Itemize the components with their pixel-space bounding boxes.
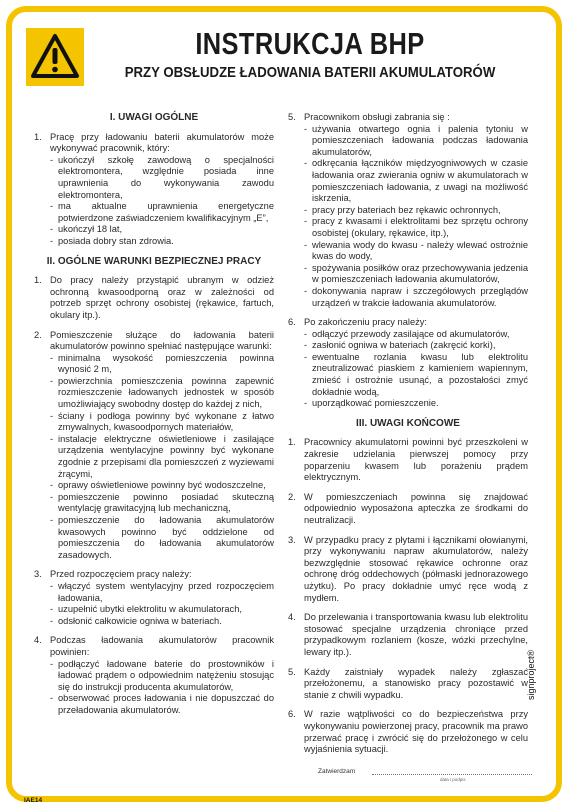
page-title: INSTRUKCJA BHP: [195, 26, 425, 61]
item-number: 2.: [288, 491, 296, 502]
item-body: [50, 569, 274, 627]
section-heading: III. UWAGI KOŃCOWE: [356, 417, 460, 429]
sub-item: - pomieszczenie do ładowania akumulatorów kwasowych powinno być oddzielone od pomieszczenia do ładowania akumulatorów zasadowych.: [50, 515, 274, 560]
item-number: 4.: [288, 612, 296, 623]
sub-item: - ściany i podłoga powinny być wykonane z łatwo zmywalnych, kwasoodpornych materiałów,: [50, 410, 274, 433]
item-text: W przypadku pracy z płytami i łącznikami ołowianymi, przy wykonywaniu napraw akumulatorów, należy bezwzględnie stosować rękawice ochronne oraz ochronę dróg oddechowych (półmaski jednorazowego użytku). Po pracy dokładnie umyć ręce wodą z mydłem.: [304, 534, 528, 603]
sub-item: - ukończył 18 lat,: [50, 224, 123, 235]
sub-item: - minimalna wysokość pomieszczenia powinna wynosić 2 m,: [50, 352, 274, 375]
page-subtitle: PRZY OBSŁUDZE ŁADOWANIA BATERII AKUMULATORÓW: [124, 64, 496, 81]
brand-logo: signproject®: [526, 649, 536, 700]
list-item: [34, 569, 274, 627]
item-number: 1.: [288, 437, 296, 448]
list-item: [34, 132, 274, 248]
item-body: [50, 330, 274, 562]
approval-label: Zatwierdzam: [318, 768, 356, 775]
item-body: [50, 635, 274, 716]
item-text: Przed rozpoczęciem pracy należy:: [50, 569, 192, 580]
item-text: Do pracy należy przystąpić ubranym w odzież ochronną kwasoodporną oraz w zależności od potrzeb sprzęt ochrony osobistej (rękawice, fartuch, okulary itp.).: [50, 275, 274, 320]
item-text: W razie wątpliwości co do bezpieczeństwa przy wykonywaniu powierzonej pracy, pracownik ma prawo przerwać pracę i zwrócić się do przełożonego w celu wyjaśnienia sytuacji.: [304, 709, 528, 755]
list-item: [34, 635, 274, 716]
item-body: [304, 317, 528, 410]
item-text: Po zakończeniu pracy należy:: [304, 317, 427, 328]
sub-item: - oprawy oświetleniowe powinny być wodoszczelne,: [50, 480, 266, 491]
item-number: 1.: [34, 275, 42, 286]
date-signature-label: data i podpis: [440, 777, 466, 782]
sub-item: - powierzchnia pomieszczenia powinna zapewnić rozmieszczenie ładowanych jednostek w sposób umożliwiający swobodny dostęp do każdej z nich,: [50, 375, 274, 410]
sub-item: - ewentualne rozlania kwasu lub elektrolitu zneutralizować piaskiem z kamieniem wapiennym, zmieść i ostrożnie usunąć, a pozostałości zmyć dokładnie wodą,: [304, 351, 528, 397]
column-right: [288, 112, 528, 764]
item-text: Pomieszczenie służące do ładowania baterii akumulatorów powinno spełniać następujące warunki:: [50, 329, 274, 352]
list-item: [34, 275, 274, 321]
sub-item: - uporządkować pomieszczenie.: [304, 398, 439, 409]
sub-item: - spożywania posiłków oraz przechowywania jedzenia w pomieszczeniach ładowania akumulatorów,: [304, 262, 529, 285]
item-body: [50, 275, 274, 321]
sub-item: - pomieszczenie powinno posiadać skuteczną wentylację grawitacyjną lub mechaniczną,: [50, 491, 274, 514]
item-number: 6.: [288, 317, 296, 328]
list-item: [288, 612, 528, 658]
product-code: IAE14: [24, 797, 43, 804]
sub-item: - uzupełnić ubytki elektrolitu w akumulatorach,: [50, 604, 242, 615]
sub-item: - pracy przy bateriach bez rękawic ochronnych,: [304, 204, 501, 215]
sub-item: - odsłonić całkowicie ogniwa w bateriach.: [50, 615, 222, 626]
list-item: [288, 535, 528, 605]
sub-item: - odłączyć przewody zasilające od akumulatorów,: [304, 328, 510, 339]
item-number: 1.: [34, 131, 42, 142]
item-number: 5.: [288, 112, 296, 122]
item-text: Pracę przy ładowaniu baterii akumulatorów może wykonywać pracownik, który:: [50, 131, 274, 154]
sub-item: - używania otwartego ognia i palenia tytoniu w pomieszczeniach ładowania podczas ładowania akumulatorów,: [304, 123, 528, 157]
list-item: [288, 709, 528, 755]
list-item: [288, 317, 528, 410]
item-number: 4.: [34, 635, 42, 646]
sub-item: - włączyć system wentylacyjny przed rozpoczęciem ładowania,: [50, 580, 274, 603]
sub-item: - ma aktualne uprawnienia energetyczne potwierdzone zaświadczeniem kwalifikacyjnym „E”,: [50, 201, 274, 223]
signature-line: [372, 774, 532, 775]
list-item: [288, 667, 528, 702]
sub-item: - obserwować proces ładowania i nie dopuszczać do przeładowania akumulatorów.: [50, 693, 274, 715]
item-body: [50, 132, 274, 248]
column-left: [34, 112, 274, 725]
item-text: Podczas ładowania akumulatorów pracownik powinien:: [50, 635, 274, 657]
warning-triangle-icon: [30, 33, 80, 79]
list-item: [288, 437, 528, 483]
warning-sign: [26, 28, 84, 86]
sub-item: - odkręcania łączników międzyogniwowych w czasie ładowania oraz zwierania ogniw w akumulatorach w pomieszczeniach ładowania, z uwagi na możliwość iskrzenia,: [304, 158, 528, 204]
list-item: [288, 112, 528, 309]
item-text: W pomieszczeniach powinna się znajdować odpowiednio wyposażona apteczka ze środkami do neutralizacji.: [304, 491, 528, 525]
sub-item: - instalacje elektryczne oświetleniowe i zasilające urządzenia wentylacyjne powinny być wykonane zgodnie z przepisami dla pomieszczeń z wyziewami żrącymi,: [50, 433, 274, 479]
sub-item: - ukończył szkołę zawodową o specjalności elektromontera, względnie posiada inne uprawnienia do wykonywania zawodu elektromontera,: [50, 154, 274, 200]
list-item: [34, 330, 274, 562]
item-number: 5.: [288, 666, 296, 677]
item-number: 6.: [288, 709, 296, 720]
item-text: Każdy zaistniały wypadek należy zgłaszać przełożonemu, a stanowisko pracy pozostawić w stanie z chwili wypadku.: [304, 666, 528, 700]
sub-item: - dokonywania napraw i szczegółowych przeglądów urządzeń w trakcie ładowania akumulatorów.: [304, 285, 528, 308]
sub-item: - posiada dobry stan zdrowia.: [50, 235, 174, 246]
item-text: Pracownicy akumulatorni powinni być przeszkoleni w zakresie udzielania pierwszej pomocy przy poparzeniu kwasem lub porażeniu prądem elektrycznym.: [304, 437, 528, 483]
section-heading: I. UWAGI OGÓLNE: [109, 112, 199, 123]
list-item: [288, 492, 528, 527]
item-body: [304, 112, 528, 309]
item-number: 3.: [34, 569, 42, 580]
sub-item: - podłączyć ładowane baterie do prostowników i ładować prądem o odpowiednim natężeniu stosując się do instrukcji producenta akumulatorów,: [50, 658, 274, 692]
section-heading: II. OGÓLNE WARUNKI BEZPIECZNEJ PRACY: [46, 255, 262, 267]
item-text: Do przelewania i transportowania kwasu lub elektrolitu stosować specjalne urządzenia chroniące przed przypadkowym rozlaniem (kosze, wózki przechylne, lewary itp.).: [304, 612, 528, 657]
sub-item: - zasłonić ogniwa w bateriach (zakręcić korki),: [304, 340, 496, 351]
sub-item: - wlewania wody do kwasu - należy wlewać ostrożnie kwas do wody,: [304, 239, 528, 262]
item-number: 2.: [34, 329, 42, 340]
item-number: 3.: [288, 534, 296, 545]
item-text: Pracownikom obsługi zabrania się :: [304, 112, 450, 122]
sub-item: - pracy z kwasami i elektrolitami bez sprzętu ochrony osobistej (okulary, rękawice, itp.),: [304, 216, 528, 238]
